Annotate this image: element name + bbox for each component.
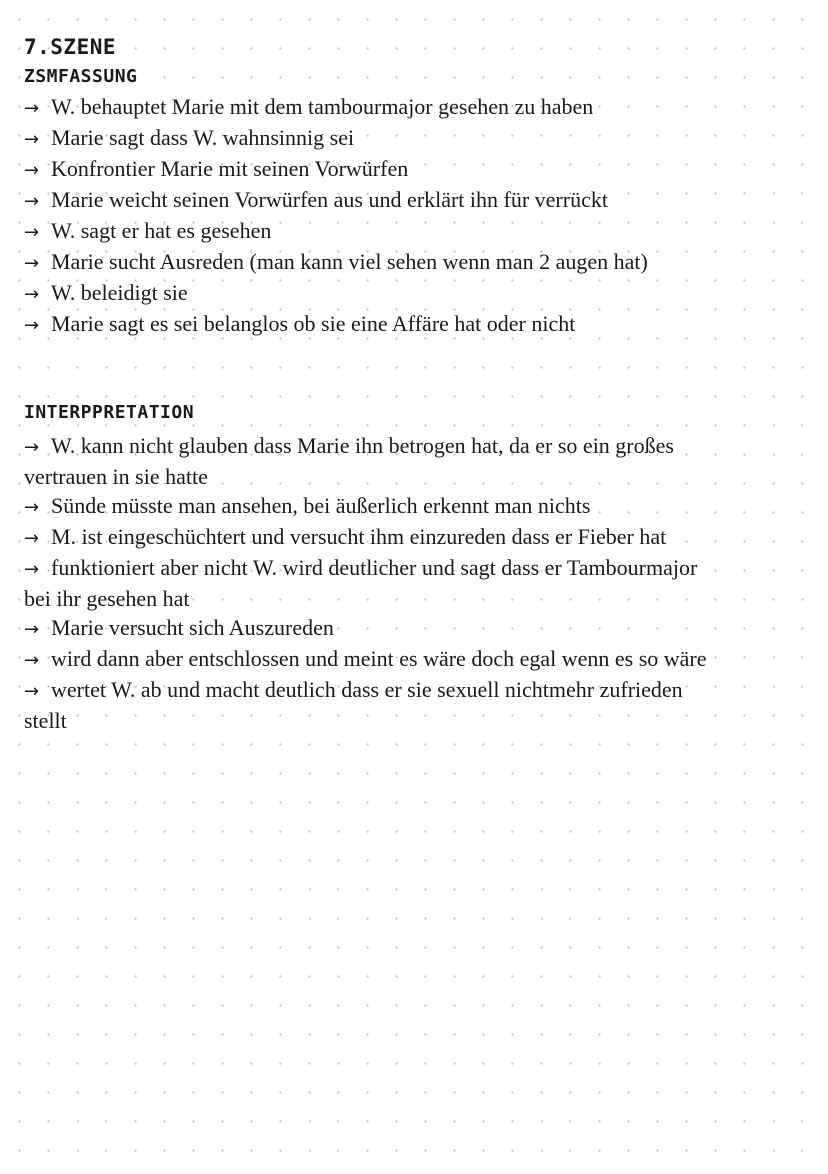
summary-list bbox=[24, 92, 714, 340]
summary-item-text: Marie sucht Ausreden (man kann viel sehen wenn man 2 augen hat) bbox=[51, 249, 648, 274]
summary-item-text: W. behauptet Marie mit dem tambourmajor gesehen zu haben bbox=[51, 94, 594, 119]
summary-item bbox=[24, 247, 714, 278]
interpretation-item bbox=[24, 522, 714, 553]
interpretation-item-text: wertet W. ab und macht deutlich dass er sie sexuell nichtmehr zufrieden stellt bbox=[24, 677, 683, 733]
arrow-right-icon: → bbox=[24, 437, 40, 458]
summary-heading: ZSMFASSUNG bbox=[24, 66, 138, 87]
summary-item bbox=[24, 92, 714, 123]
summary-item-text: W. sagt er hat es gesehen bbox=[51, 218, 272, 243]
arrow-right-icon: → bbox=[24, 129, 40, 150]
summary-item bbox=[24, 154, 714, 185]
interpretation-item-text: funktioniert aber nicht W. wird deutlicher und sagt dass er Tambourmajor bei ihr gesehen hat bbox=[24, 555, 698, 611]
interpretation-item-text: Marie versucht sich Auszureden bbox=[51, 615, 334, 640]
summary-item bbox=[24, 309, 714, 340]
arrow-right-icon: → bbox=[24, 191, 40, 212]
interpretation-item-text: Sünde müsste man ansehen, bei äußerlich erkennt man nichts bbox=[51, 493, 591, 518]
interpretation-item bbox=[24, 675, 714, 735]
summary-item-text: Konfrontier Marie mit seinen Vorwürfen bbox=[51, 156, 409, 181]
arrow-right-icon: → bbox=[24, 284, 40, 305]
interpretation-item bbox=[24, 553, 714, 613]
interpretation-item bbox=[24, 613, 714, 644]
arrow-right-icon: → bbox=[24, 222, 40, 243]
summary-item-text: W. beleidigt sie bbox=[51, 280, 188, 305]
interpretation-item bbox=[24, 431, 714, 491]
arrow-right-icon: → bbox=[24, 681, 40, 702]
arrow-right-icon: → bbox=[24, 559, 40, 580]
arrow-right-icon: → bbox=[24, 315, 40, 336]
summary-item-text: Marie weicht seinen Vorwürfen aus und erklärt ihn für verrückt bbox=[51, 187, 608, 212]
arrow-right-icon: → bbox=[24, 98, 40, 119]
summary-item bbox=[24, 216, 714, 247]
summary-item bbox=[24, 278, 714, 309]
arrow-right-icon: → bbox=[24, 619, 40, 640]
summary-item-text: Marie sagt es sei belanglos ob sie eine Affäre hat oder nicht bbox=[51, 311, 576, 336]
interpretation-item-text: wird dann aber entschlossen und meint es wäre doch egal wenn es so wäre bbox=[51, 646, 707, 671]
interpretation-section bbox=[24, 398, 714, 735]
interpretation-heading: INTERPPRETATION bbox=[24, 402, 195, 423]
interpretation-item bbox=[24, 644, 714, 675]
interpretation-list bbox=[24, 431, 714, 735]
interpretation-item-text: M. ist eingeschüchtert und versucht ihm einzureden dass er Fieber hat bbox=[51, 524, 667, 549]
summary-item-text: Marie sagt dass W. wahnsinnig sei bbox=[51, 125, 355, 150]
arrow-right-icon: → bbox=[24, 253, 40, 274]
interpretation-item bbox=[24, 491, 714, 522]
arrow-right-icon: → bbox=[24, 528, 40, 549]
interpretation-item-text: W. kann nicht glauben dass Marie ihn betrogen hat, da er so ein großes vertrauen in sie hatte bbox=[24, 433, 674, 489]
arrow-right-icon: → bbox=[24, 160, 40, 181]
summary-item bbox=[24, 123, 714, 154]
summary-item bbox=[24, 185, 714, 216]
arrow-right-icon: → bbox=[24, 650, 40, 671]
scene-title: 7.SZENE bbox=[24, 35, 117, 59]
summary-section bbox=[24, 62, 714, 340]
notes-content bbox=[24, 32, 714, 735]
arrow-right-icon: → bbox=[24, 497, 40, 518]
